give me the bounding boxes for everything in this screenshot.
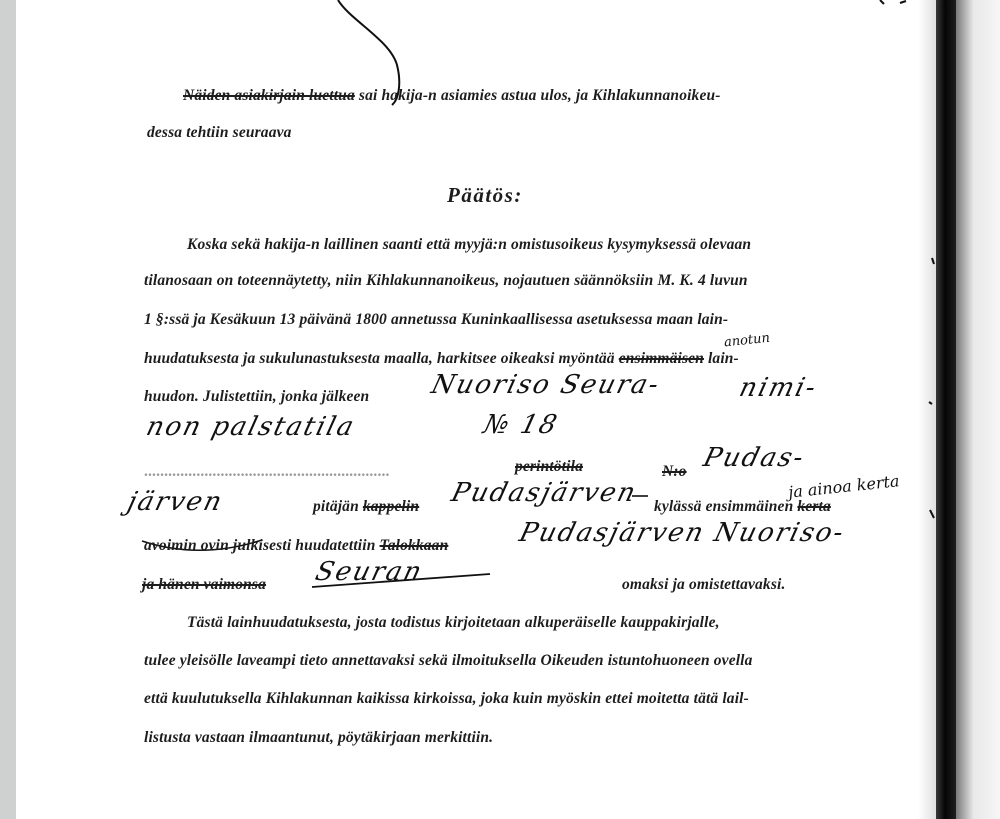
paragraph-line-1: Koska sekä hakija-n laillinen saanti että myyjä:n omistusoikeus kysymyksessä olevaan	[187, 236, 752, 253]
text-line-9	[313, 498, 419, 516]
line-text: pitäjän	[313, 498, 359, 515]
paragraph-line-6: Tästä lainhuudatuksesta, josta todistus kirjoitetaan alkuperäiselle kauppakirjalle,	[187, 614, 720, 631]
dotted-leader: .............................................................	[144, 463, 390, 480]
paragraph-line-3: 1 §:ssä ja Kesäkuun 13 päivänä 1800 annetussa Kuninkaallisessa asetuksessa maan lain-	[144, 311, 729, 328]
struck-text: ensimmäisen	[618, 350, 704, 367]
handwritten-text: non palstatila	[143, 412, 359, 442]
handwritten-number: № 18	[480, 410, 562, 440]
line-text: lain-	[703, 350, 739, 367]
line-text: sai hakija-n asiamies astua ulos, ja Kihlakunnanoikeu-	[354, 87, 721, 104]
handwritten-name: Seuran	[312, 557, 427, 587]
text-line-11: omaksi ja omistettavaksi.	[622, 576, 786, 593]
text-line-10	[144, 537, 448, 555]
paragraph-line-2: tilanosaan on toteennäytetty, niin Kihlakunnanoikeus, nojautuen säännöksiin M. K. 4 luvun	[144, 272, 748, 289]
line-text: avoimin ovin julkisesti huudatettiin	[144, 537, 376, 554]
struck-text: kerta	[797, 498, 831, 515]
text-line-9b	[654, 498, 831, 516]
paragraph-line-7: tulee yleisölle laveampi tieto annettavaksi sekä ilmoituksella Oikeuden istuntohuoneen ovella	[144, 652, 753, 669]
handwritten-place: Pudas-	[700, 443, 809, 473]
handwritten-place: Pudasjärven	[448, 478, 641, 508]
paragraph-line-5: huudon. Julistettiin, jonka jälkeen	[144, 388, 370, 405]
paragraph-line-4	[144, 350, 739, 368]
paragraph-line-8: että kuulutuksella Kihlakunnan kaikissa kirkoissa, joka kuin myöskin ettei moitetta tätä lail-	[144, 690, 749, 707]
number-label: N:o	[662, 463, 687, 480]
struck-text: Näiden asiakirjain luettua	[183, 87, 355, 104]
handwritten-name: Pudasjärven Nuoriso-	[516, 518, 849, 548]
text-line-8	[144, 463, 390, 481]
struck-text: kappelin	[362, 498, 420, 515]
handwritten-place: järven	[124, 487, 227, 517]
section-heading: Päätös:	[447, 183, 523, 207]
struck-text: ja hänen vaimonsa	[142, 576, 266, 593]
line-text: huudatuksesta ja sukulunastuksesta maalla, harkitsee oikeaksi myöntää	[144, 350, 619, 367]
text-line-2: dessa tehtiin seuraava	[147, 124, 292, 141]
handwritten-name: Nuoriso Seura-	[428, 370, 664, 400]
struck-text: Talokkaan	[379, 537, 449, 554]
text-line-1	[183, 87, 721, 105]
line-text: kylässä ensimmäinen	[654, 498, 794, 515]
paragraph-line-9: listusta vastaan ilmaantunut, pöytäkirjaan merkittiin.	[144, 729, 494, 746]
handwritten-insertion: anotun	[723, 330, 771, 351]
handwritten-insertion: ja ainoa kerta	[787, 471, 901, 502]
struck-text: perintötila	[515, 458, 583, 475]
handwritten-name: nimi-	[736, 373, 821, 403]
